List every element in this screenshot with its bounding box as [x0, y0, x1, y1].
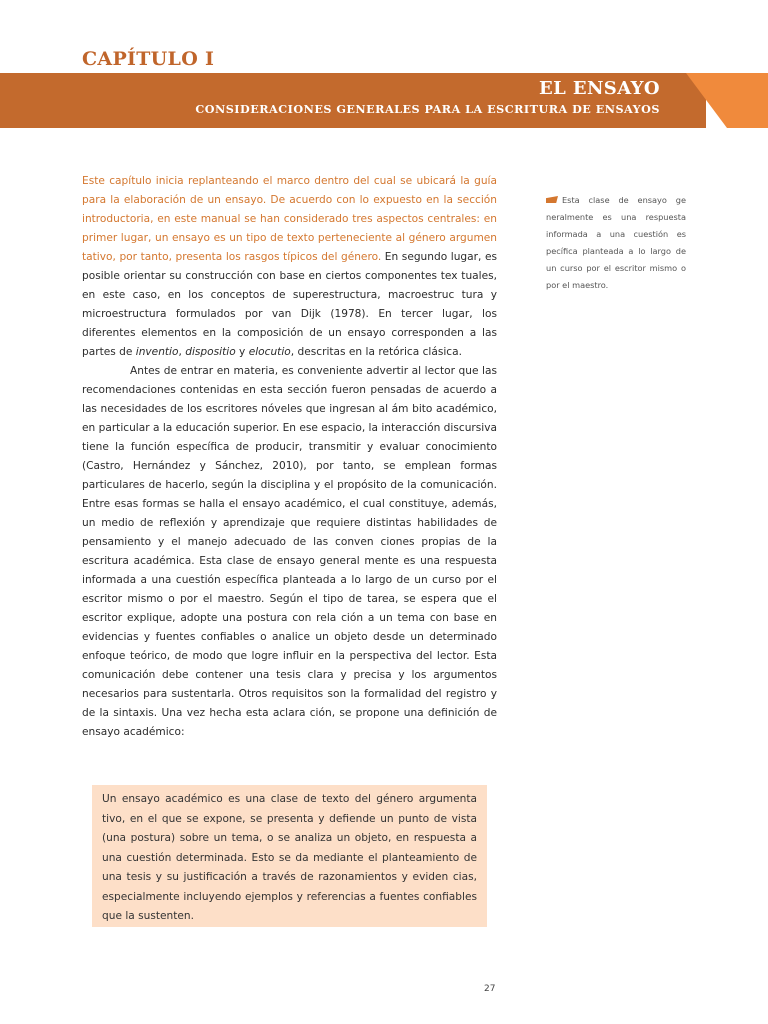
highlighted-intro: Este capítulo inicia replanteando el marco dentro del cual se ubicará la guía para la elaboración de un ensayo. De acuerdo con lo expuesto en la sección introductoria, en este manual se han considerado tres aspectos centrales: en primer lugar, un ensayo es un tipo de texto perteneciente al género argumen tativo, por tanto, presenta los rasgos típicos del género. [82, 175, 497, 263]
term-elocutio: elocutio [248, 346, 291, 358]
term-dispositio: dispositio [185, 346, 236, 358]
page-number: 27 [484, 984, 496, 994]
term-inventio: inventio [135, 346, 179, 358]
side-note [546, 192, 686, 294]
definition-text: Un ensayo académico es una clase de texto del género argumenta tivo, en el que se expone, se presenta y defiende un punto de vista (una postura) sobre un tema, o se analiza un objeto, en respuesta a una cuestión determinada. Esto se da mediante el planteamiento de una tesis y su justificación a través de razonamientos y eviden cias, especialmente incluyendo ejemplos y referencias a fuentes confiables que la sustenten. [102, 793, 477, 922]
chapter-subtitle: CONSIDERACIONES GENERALES PARA LA ESCRITURA DE ENSAYOS [195, 102, 660, 116]
separator-2: y [235, 346, 249, 358]
main-body-text [82, 172, 497, 742]
chapter-title: EL ENSAYO [538, 78, 660, 99]
paragraph-1 [82, 172, 497, 362]
side-note-text: Esta clase de ensayo ge neralmente es una respuesta informada a una cuestión es pecífica planteada a lo largo de un curso por el escritor mismo o por el maestro. [546, 195, 686, 290]
separator-1: , [178, 346, 186, 358]
paragraph-1-end: , descritas en la retórica clásica. [290, 346, 462, 358]
paragraph-1-text: En segundo lugar, es posible orientar su construcción con base en ciertos componentes tex tuales, en este caso, en los conceptos de superestructura, macroestruc tura y microestructura formulados por van Dijk (1978). En tercer lugar, los diferentes elementos en la composición de un ensayo corresponden a las partes de [82, 251, 497, 358]
pointer-icon [546, 196, 558, 203]
definition-box [92, 785, 487, 927]
chapter-label: CAPÍTULO I [82, 48, 215, 70]
paragraph-2: Antes de entrar en materia, es conveniente advertir al lector que las recomendaciones contenidas en esta sección fueron pensadas de acuerdo a las necesidades de los escritores nóveles que ingresan al ám bito académico, en particular a la educación superior. En ese espacio, la interacción discursiva tiene la función específica de producir, transmitir y evaluar conocimiento (Castro, Hernández y Sánchez, 2010), por tanto, se emplean formas particulares de hacerlo, según la disciplina y el propósito de la comunicación. Entre esas formas se halla el ensayo académico, el cual constituye, además, un medio de reflexión y aprendizaje que requiere distintas habilidades de pensamiento y el manejo adecuado de las conven ciones propias de la escritura académica. Esta clase de ensayo general mente es una respuesta informada a una cuestión específica planteada a lo largo de un curso por el escritor mismo o por el maestro. Según el tipo de tarea, se espera que el escritor explique, adopte una postura con rela ción a un tema con base en evidencias y fuentes confiables o analice un objeto desde un determinado enfoque teórico, de modo que logre influir en la perspectiva del lector. Esta comunicación debe contener una tesis clara y precisa y los argumentos necesarios para sustentarla. Otros requisitos son la formalidad del registro y de la sintaxis. Una vez hecha esta aclara ción, se propone una definición de ensayo académico: [82, 365, 497, 738]
